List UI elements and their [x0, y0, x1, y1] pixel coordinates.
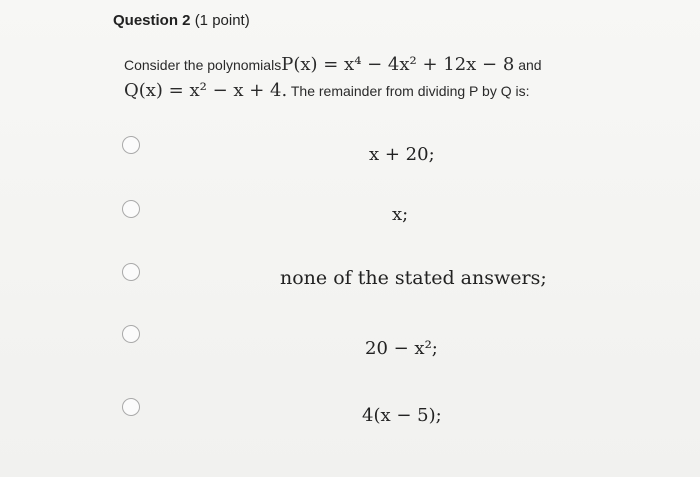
- question-header: [113, 12, 250, 29]
- radio-button[interactable]: [122, 325, 140, 343]
- question-points: (1 point): [194, 12, 250, 29]
- polynomial-q: Q(x) = x² − x + 4.: [124, 80, 288, 101]
- answer-option-5[interactable]: [122, 393, 602, 426]
- radio-button[interactable]: [122, 136, 140, 154]
- option-label: x + 20;: [369, 144, 435, 165]
- answer-option-1[interactable]: [122, 131, 602, 165]
- option-label: none of the stated answers;: [280, 267, 547, 289]
- option-label: 4(x − 5);: [362, 405, 442, 426]
- option-label: 20 − x²;: [365, 338, 438, 359]
- answer-option-4[interactable]: [122, 320, 602, 359]
- answer-option-3[interactable]: [122, 258, 602, 288]
- option-label: x;: [392, 204, 409, 225]
- prompt-lead: Consider the polynomials: [124, 57, 282, 73]
- question-prompt: [124, 52, 584, 104]
- radio-button[interactable]: [122, 398, 140, 416]
- answer-option-2[interactable]: [122, 195, 602, 225]
- radio-button[interactable]: [122, 263, 140, 281]
- polynomial-p: P(x) = x⁴ − 4x² + 12x − 8: [281, 54, 515, 75]
- radio-button[interactable]: [122, 200, 140, 218]
- prompt-connector: and: [518, 57, 542, 73]
- question-title: Question 2: [113, 12, 191, 29]
- prompt-tail: The remainder from dividing P by Q is:: [290, 83, 530, 99]
